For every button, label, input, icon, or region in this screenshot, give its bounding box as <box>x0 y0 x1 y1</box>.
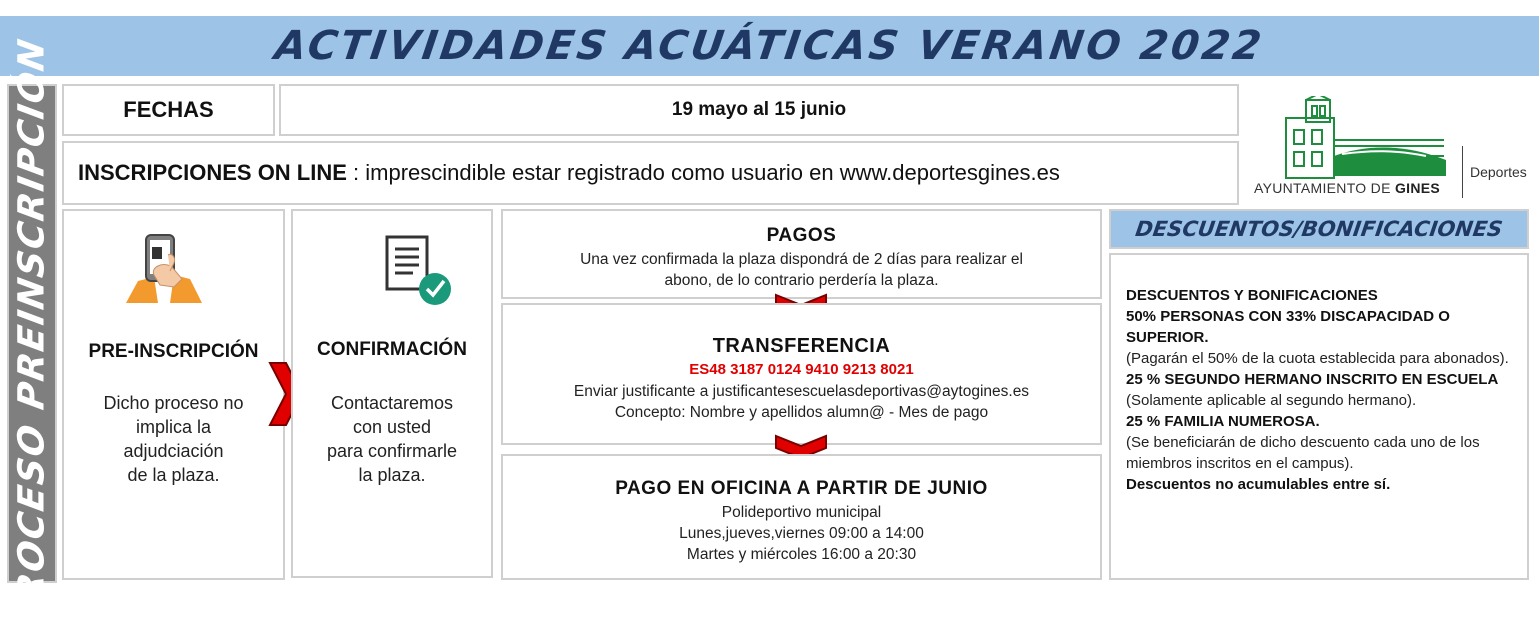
descuentos-line: Descuentos no acumulables entre sí. <box>1126 476 1391 493</box>
pago-oficina-section <box>501 454 1102 580</box>
descuentos-line: (Solamente aplicable al segundo hermano). <box>1126 392 1417 409</box>
fechas-label: FECHAS <box>62 84 275 136</box>
confirmacion-body: Contactaremos con usted para confirmarle la plaza. <box>326 393 458 485</box>
transferencia-section <box>501 303 1102 445</box>
descuentos-header-label: DESCUENTOS/BONIFICACIONES <box>1133 217 1505 241</box>
pagos-body: Una vez confirmada la plaza dispondrá de 2 días para realizar el abono, de lo contrario perdería la plaza. <box>580 251 1023 289</box>
pagos-section <box>501 209 1102 299</box>
transferencia-title: TRANSFERENCIA <box>712 335 891 357</box>
online-separator: : <box>346 160 366 185</box>
logo-divider <box>1462 146 1463 198</box>
online-text: imprescindible estar registrado como usuario en www.deportesgines.es <box>365 160 1060 185</box>
step-preinscripcion <box>62 209 285 580</box>
page-title: ACTIVIDADES ACUÁTICAS VERANO 2022 <box>272 23 1267 69</box>
descuentos-header <box>1109 209 1529 249</box>
fechas-value: 19 mayo al 15 junio <box>279 84 1239 136</box>
descuentos-line: (Pagarán el 50% de la cuota establecida para abonados). <box>1126 350 1509 367</box>
sidebar-label <box>7 34 57 633</box>
descuentos-line: (Se beneficiarán de dicho descuento cada uno de los miembros inscritos en el campus). <box>1126 434 1480 472</box>
descuentos-line: 50% PERSONAS CON 33% DISCAPACIDAD O SUPERIOR. <box>1126 308 1450 346</box>
oficina-title: PAGO EN OFICINA A PARTIR DE JUNIO <box>615 478 988 499</box>
document-check-icon <box>383 235 453 307</box>
iban-number: ES48 3187 0124 9410 9213 8021 <box>689 361 914 378</box>
step-confirmacion <box>291 209 493 578</box>
town-hall-icon <box>1276 96 1476 180</box>
logo-caption: AYUNTAMIENTO DE GINES <box>1254 180 1441 196</box>
descuentos-line: 25 % FAMILIA NUMEROSA. <box>1126 413 1320 430</box>
pagos-title: PAGOS <box>766 225 837 246</box>
descuentos-line: DESCUENTOS Y BONIFICACIONES <box>1126 287 1378 304</box>
preinscripcion-title: PRE-INSCRIPCIÓN <box>88 341 259 362</box>
confirmacion-title: CONFIRMACIÓN <box>317 339 467 360</box>
oficina-body: Polideportivo municipal Lunes,jueves,viernes 09:00 a 14:00 Martes y miércoles 16:00 a 20:30 <box>679 504 924 563</box>
online-registration-row <box>62 141 1239 205</box>
preinscripcion-body: Dicho proceso no implica la adjudciación de la plaza. <box>103 393 244 485</box>
ayuntamiento-logo <box>1246 96 1536 206</box>
logo-side-text: Deportes <box>1470 164 1527 180</box>
sidebar-label-text: PROCESO PREINSCRIPCIÓN <box>11 34 53 633</box>
online-label: INSCRIPCIONES ON LINE <box>78 160 347 185</box>
descuentos-panel <box>1109 253 1529 580</box>
phone-touch-icon <box>124 231 204 307</box>
descuentos-line: 25 % SEGUNDO HERMANO INSCRITO EN ESCUELA <box>1126 371 1499 388</box>
transferencia-body: Enviar justificante a justificantesescuelasdeportivas@aytogines.es Concepto: Nombre y apellidos alumn@ - Mes de pago <box>573 383 1030 421</box>
